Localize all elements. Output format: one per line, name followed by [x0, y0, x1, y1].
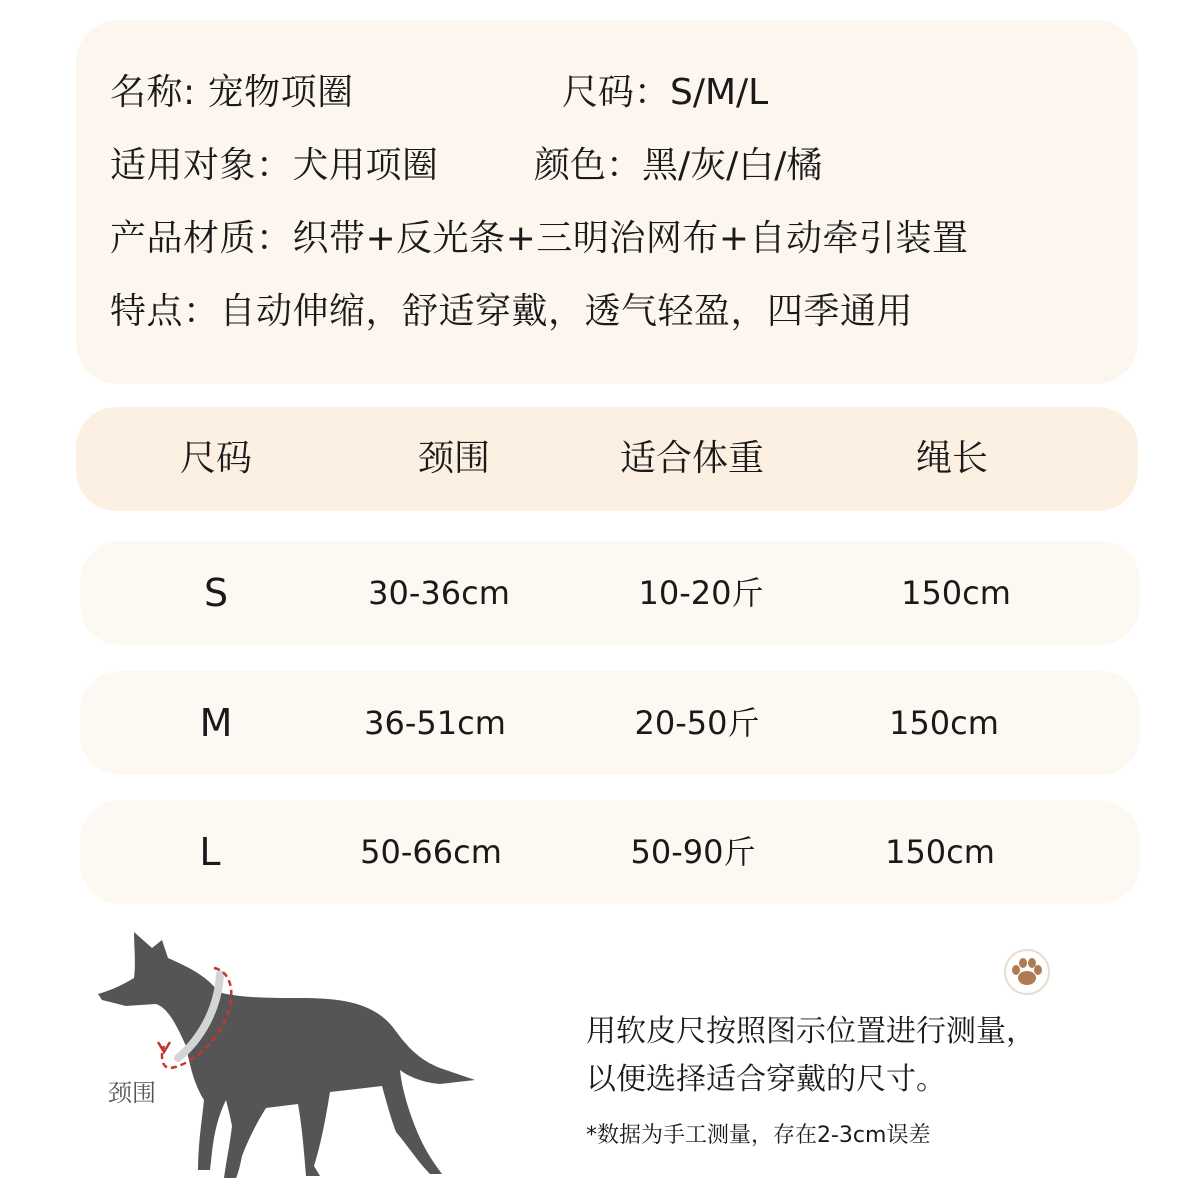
row-size: L [199, 830, 221, 874]
row-neck: 30-36cm [368, 574, 510, 612]
dog-silhouette-icon [90, 920, 490, 1190]
row-size: S [203, 571, 229, 615]
row-leash-length: 150cm [889, 704, 999, 742]
measure-note-line2: 以便选择适合穿戴的尺寸。 [586, 1062, 946, 1097]
size-table-header [76, 407, 1138, 511]
header-weight: 适合体重 [619, 438, 764, 479]
neck-circumference-label: 颈围 [108, 1079, 156, 1107]
product-target: 适用对象：犬用项圈 [110, 145, 439, 186]
measurement-disclaimer: *数据为手工测量，存在2-3cm误差 [586, 1123, 931, 1148]
row-weight: 50-90斤 [630, 833, 756, 871]
product-colors: 颜色：黑/灰/白/橘 [534, 145, 823, 186]
table-row [80, 541, 1140, 645]
product-features: 特点：自动伸缩，舒适穿戴，透气轻盈，四季通用 [110, 291, 914, 332]
header-leash-length: 绳长 [915, 438, 988, 479]
row-leash-length: 150cm [885, 833, 995, 871]
table-row [80, 671, 1140, 775]
header-neck: 颈围 [417, 438, 490, 479]
header-size: 尺码 [179, 438, 252, 479]
product-sizes: 尺码：S/M/L [562, 72, 769, 113]
product-name: 名称: 宠物项圈 [110, 72, 354, 113]
row-weight: 20-50斤 [634, 704, 760, 742]
row-weight: 10-20斤 [638, 574, 764, 612]
table-row [80, 800, 1140, 904]
row-neck: 50-66cm [360, 833, 502, 871]
row-leash-length: 150cm [901, 574, 1011, 612]
row-size: M [199, 701, 233, 745]
product-material: 产品材质：织带+反光条+三明治网布+自动牵引装置 [110, 218, 969, 259]
row-neck: 36-51cm [364, 704, 506, 742]
measure-note-line1: 用软皮尺按照图示位置进行测量， [586, 1014, 1036, 1049]
paw-icon [1003, 948, 1051, 996]
